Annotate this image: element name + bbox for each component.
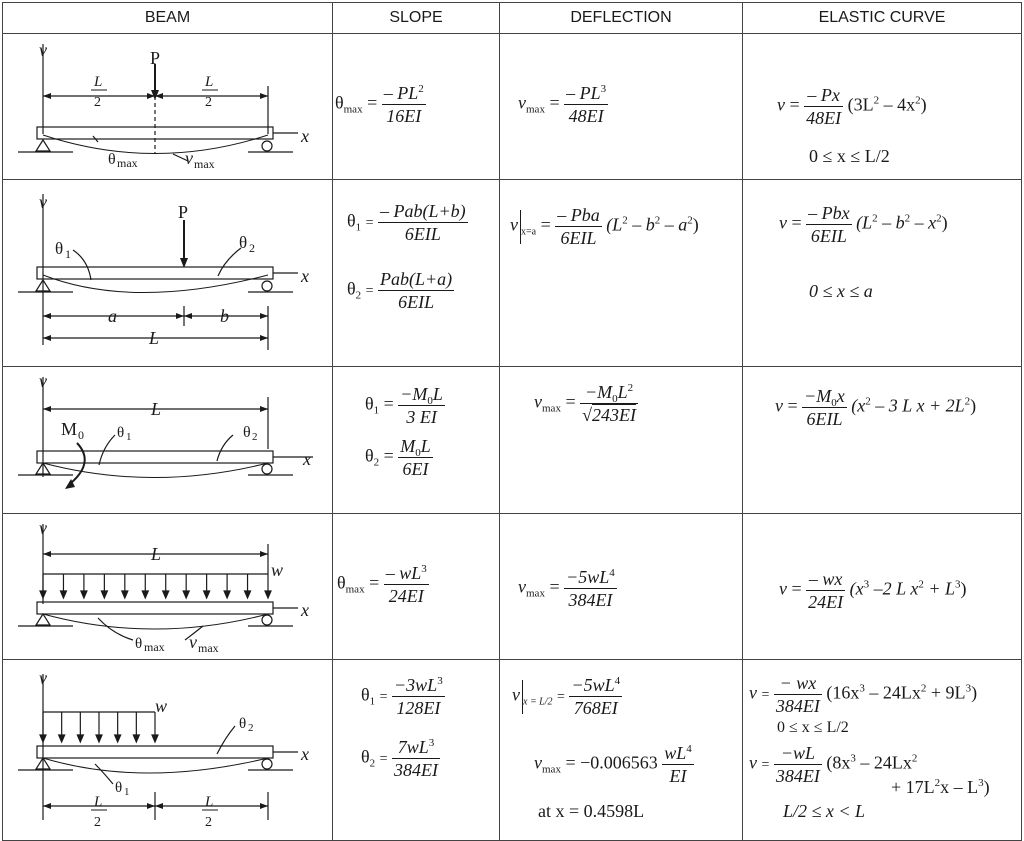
svg-text:2: 2	[205, 95, 212, 110]
deflection-cell-1	[500, 34, 743, 180]
svg-text:θ: θ	[108, 151, 116, 168]
slope-formula-4: $\theta_{max}$ = $\frac{- wL^3}{24EI}$	[337, 563, 427, 606]
svg-text:θ: θ	[239, 716, 247, 732]
svg-text:L: L	[94, 74, 103, 90]
curve-range-5a: 0 ≤ x ≤ L/2	[777, 719, 849, 736]
svg-text:max: max	[194, 157, 215, 171]
svg-text:0: 0	[78, 428, 84, 442]
slope-formula-3b: $\theta_2$ = $\frac{M_0L}{6EI}$	[365, 436, 431, 479]
slope-cell-5	[333, 660, 500, 841]
svg-text:w: w	[271, 560, 284, 580]
slope-cell-3	[333, 367, 500, 514]
svg-text:x: x	[301, 266, 309, 286]
svg-text:b: b	[220, 306, 229, 326]
svg-text:max: max	[117, 156, 138, 170]
svg-text:max: max	[144, 640, 165, 654]
header-deflection: DEFLECTION	[500, 3, 743, 34]
svg-text:L: L	[94, 794, 103, 810]
svg-text:2: 2	[94, 95, 101, 110]
header-slope: SLOPE	[333, 3, 500, 34]
svg-text:2: 2	[248, 722, 254, 734]
curve-formula-5a: v = $\frac{- wx}{384EI}$ $(16x^3 - 24Lx^2 + 9L^3)$	[749, 673, 978, 716]
svg-text:M: M	[61, 419, 78, 439]
deflection-formula-5a: v $_{x = L/2}$ = $\frac{-5wL^4}{768EI}$	[512, 675, 621, 718]
svg-text:θ: θ	[243, 424, 251, 441]
svg-text:v: v	[189, 632, 197, 652]
curve-cell-3	[743, 367, 1022, 514]
deflection-cell-3	[500, 367, 743, 514]
curve-formula-5c: + $17L^2x - L^3$)	[891, 777, 990, 797]
curve-formula-3: v = $\frac{-M_0x}{\text{6EIL}}$ ($x^2 - 3$ L $x + 2L^2$)	[775, 386, 977, 429]
slope-cell-4	[333, 514, 500, 660]
half-uniform-load-figure	[3, 660, 333, 840]
svg-text:L: L	[149, 328, 160, 348]
svg-text:L: L	[151, 544, 162, 564]
curve-cell-4	[743, 514, 1022, 660]
svg-text:L: L	[205, 794, 214, 810]
slope-formula-2b: $\theta_2$ = $\frac{\text{Pab(L+a)}}{\text{6EIL}}$	[347, 269, 453, 312]
curve-formula-4: v = $\frac{- wx}{24EI}$ ($x^3$ –2 L $x^2 + L^3$)	[779, 569, 967, 612]
svg-text:max: max	[198, 641, 219, 655]
svg-text:2: 2	[252, 431, 258, 443]
end-moment-figure	[3, 367, 333, 513]
slope-formula-5b: $\theta_2$ = $\frac{7wL^3}{384EI}$	[361, 737, 439, 780]
slope-formula-1: $\theta_{max}$ = $\frac{- PL^2}{16EI}$	[335, 83, 424, 126]
svg-text:x: x	[301, 600, 309, 620]
deflection-formula-3: $v_{max}$ = $\frac{-M_0L^2}{√243EI}$	[534, 382, 636, 425]
svg-text:P: P	[178, 202, 189, 222]
curve-cell-2	[743, 180, 1022, 367]
svg-text:2: 2	[94, 815, 101, 830]
curve-formula-2: v = $\frac{\text{– Pbx}}{\text{6EIL}}$ $(L^2 - b^2 - x^2)$	[779, 203, 948, 246]
svg-text:w: w	[155, 696, 168, 716]
beam-diagram-2	[3, 180, 333, 367]
x-axis-label: x	[301, 126, 309, 146]
svg-text:1: 1	[126, 431, 132, 443]
svg-text:θ: θ	[239, 233, 248, 252]
curve-range-2: 0 ≤ x ≤ a	[809, 281, 873, 301]
v-axis-label: v	[39, 40, 47, 60]
curve-formula-5b: v = $\frac{-wL}{384EI}$ ($8x^3 - 24Lx^2$	[749, 743, 918, 786]
svg-text:θ: θ	[117, 425, 125, 441]
beam-table	[2, 2, 1022, 841]
curve-range-5b: L/2 ≤ x < L	[783, 801, 866, 821]
curve-cell-1	[743, 34, 1022, 180]
simply-supported-offset-load-figure	[3, 180, 333, 366]
beam-diagram-5	[3, 660, 333, 841]
deflection-formula-2: v $_{x=a}$ = $\frac{\text{– Pba}}{\text{6EIL}}$ $(L^2 - b^2 - a^2)$	[510, 205, 699, 248]
header-beam: BEAM	[3, 3, 333, 34]
svg-text:2: 2	[249, 241, 255, 255]
slope-formula-2a: $\theta_1$ = $\frac{\text{– Pab(L+b)}}{\text{6EIL}}$	[347, 201, 466, 244]
svg-text:θ: θ	[55, 239, 64, 258]
svg-text:v: v	[39, 518, 47, 538]
beam-diagram-1	[3, 34, 333, 180]
deflection-cell-4	[500, 514, 743, 660]
svg-text:1: 1	[65, 247, 71, 261]
svg-text:v: v	[39, 668, 47, 688]
uniform-load-figure	[3, 514, 333, 659]
curve-formula-1: v = $\frac{- Px}{48EI}$ $(3L^2 - 4x^2)$	[777, 85, 927, 128]
svg-text:x: x	[301, 744, 309, 764]
svg-text:L: L	[205, 74, 214, 90]
svg-text:θ: θ	[115, 780, 123, 796]
svg-text:v: v	[39, 192, 47, 212]
deflection-formula-5b: $v_{max} = -0.006563$ $\frac{wL^4}{EI}$	[534, 743, 692, 786]
deflection-location-5: at x = 0.4598L	[538, 801, 645, 821]
beam-diagram-3	[3, 367, 333, 514]
svg-text:v: v	[39, 371, 47, 391]
simply-supported-center-load-figure	[3, 34, 333, 179]
curve-cell-5	[743, 660, 1022, 841]
svg-text:θ: θ	[135, 636, 143, 652]
deflection-formula-1: $v_{max}$ = $\frac{- PL^3}{48EI}$	[518, 83, 607, 126]
svg-text:a: a	[108, 306, 117, 326]
beam-diagram-4	[3, 514, 333, 660]
deflection-cell-5	[500, 660, 743, 841]
slope-formula-5a: $\theta_1$ = $\frac{-3wL^3}{128EI}$	[361, 675, 443, 718]
deflection-cell-2	[500, 180, 743, 367]
svg-text:1: 1	[124, 786, 130, 798]
slope-formula-3a: $\theta_1$ = $\frac{-M_0L}{3 EI}$	[365, 384, 443, 427]
deflection-formula-4: $v_{max}$ = $\frac{-5wL^4}{384EI}$	[518, 567, 615, 610]
load-label: P	[150, 48, 161, 68]
slope-cell-1	[333, 34, 500, 180]
svg-text:x: x	[303, 449, 311, 469]
slope-cell-2	[333, 180, 500, 367]
curve-range-1: 0 ≤ x ≤ L/2	[809, 146, 890, 166]
svg-text:2: 2	[205, 815, 212, 830]
header-elastic-curve: ELASTIC CURVE	[743, 3, 1022, 34]
svg-text:v: v	[185, 148, 193, 168]
svg-text:L: L	[151, 399, 162, 419]
